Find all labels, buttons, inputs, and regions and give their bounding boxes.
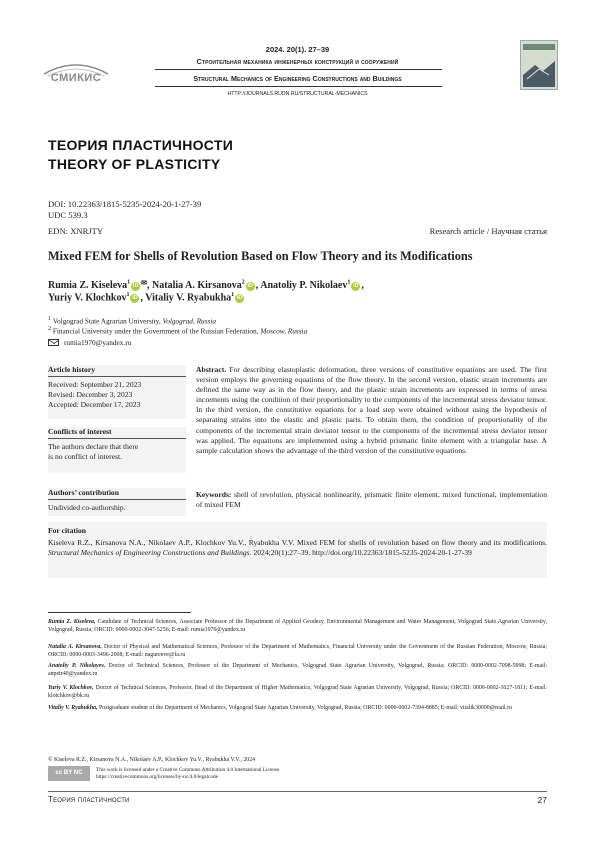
conflicts-text: is no conflict of interest. <box>48 452 123 461</box>
copyright: © Kiseleva R.Z., Kirsanova N.A., Nikolaev A.P., Klochkov Yu.V., Ryabukha V.V., 2024 <box>48 757 256 763</box>
author-name: Anatoliy P. Nikolaev <box>260 280 348 291</box>
logo-text: СМИКИС <box>50 72 102 84</box>
keywords-label: Keywords: <box>196 490 232 499</box>
article-type: Research article / Научная статья <box>429 226 547 236</box>
affiliation-2: $^2$ Financial University under the Government of the Russian Federation, Moscow, Russia <box>48 326 308 336</box>
footer-rule <box>48 791 547 792</box>
citation-text: Kiseleva R.Z., Kirsanova N.A., Nikolaev A.P., Klochkov Yu.V., Ryabukha V.V. Mixed FEM for shells of revolution based on flow theory and its modifications. Structural Mechanics of Engineering Constructions and Buildings. 2024;20(1):27–39. http://doi.org/10.22363/1815-5235-2024-20-1-27-39 <box>48 538 547 558</box>
footer-section: Теория пластичности <box>48 795 130 804</box>
journal-title-en: Structural Mechanics of Engineering Constructions and Buildings <box>193 74 402 83</box>
conflicts-box <box>48 427 186 473</box>
abstract-label: Abstract. <box>196 365 227 374</box>
journal-title-ru: Строительная механика инженерных конструкций и сооружений <box>196 57 399 66</box>
header-rule <box>155 69 442 70</box>
article-title: Mixed FEM for Shells of Revolution Based on Flow Theory and its Modifications <box>48 249 473 263</box>
doi[interactable]: DOI: 10.22363/1815-5235-2024-20-1-27-39 <box>48 199 202 209</box>
contribution-box <box>48 488 186 516</box>
mail-icon <box>48 339 59 346</box>
envelope-icon: ✉ <box>141 279 148 287</box>
accepted-date: Accepted: December 17, 2023 <box>48 400 141 409</box>
orcid-icon[interactable]: iD <box>236 295 243 302</box>
footnote-author-2: Natalia A. Kirsanova, Doctor of Physical and Mathematical Sciences, Professor of the Department of Mathematics, Financial University under the Government of the Russian Federation, Moscow, Russia; ORCID: 0000-0003-3496-2008; E-mail: nagureeve@fa.ru <box>48 644 547 659</box>
footnote-author-3: Anatoliy P. Nikolayev, Doctor of Technical Sciences, Professor of the Department of Mechanics, Volgograd State Agrarian University, Volgograd, Russia; ORCID: 0000-0002-7098-5998; E-mail: anpetr40@yandex.ru <box>48 663 548 678</box>
conflicts-text: The authors declare that there <box>48 442 139 451</box>
footnote-author-4: Yuriy V. Klochkov, Doctor of Technical Sciences, Professor, Head of the Department of Higher Mathematics, Volgograd State Agrarian University, Volgograd, Russia; ORCID: 0000-0002-1027-1811; E-mail: klotchkov@bk.ru <box>48 685 547 700</box>
contribution-heading: Authors’ contribution <box>48 488 186 500</box>
keywords <box>196 490 547 510</box>
author-name: Rumia Z. Kiseleva <box>48 280 128 291</box>
authors-line-2: Yuriy V. Klochkov$^1$iD , Vitaliy V. Ryabukha$^1$iD <box>48 292 243 304</box>
citation-journal: Structural Mechanics of Engineering Constructions and Buildings. <box>48 548 252 558</box>
edn: EDN: XNRJTY <box>48 226 104 236</box>
keywords-text: shell of revolution, physical nonlinearity, prismatic finite element, mixed functional, implementation of mixed FEM <box>196 490 547 510</box>
author-affiliation-sup: 1 <box>127 279 131 286</box>
article-history-box <box>48 365 186 419</box>
orcid-icon[interactable]: iD <box>132 283 139 289</box>
conflicts-heading: Conflicts of interest <box>48 427 186 439</box>
orcid-icon[interactable]: iD <box>247 283 254 289</box>
journal-cover-thumbnail <box>520 40 558 90</box>
abstract <box>196 365 547 456</box>
corresponding-email[interactable]: rumia1970@yandex.ru <box>64 338 132 347</box>
footnote-rule <box>48 612 191 613</box>
cc-license-badge[interactable]: cc BY NC <box>48 766 90 781</box>
footnote-author-1: Rumia Z. Kiseleva, Candidate of Technical Sciences, Associate Professor of the Department of Applied Geodesy, Environmental Management and Water Management, Volgograd State Agrarian University, Volgograd, Russia; ORCID: 0000-0002-3047-5256; E-mail: rumia1970@yandex.ru <box>48 619 547 634</box>
revised-date: Revised: December 3, 2023 <box>48 390 133 399</box>
citation-heading: For citation <box>48 526 87 535</box>
author-affiliation-sup: 1 <box>347 279 351 286</box>
article-history-heading: Article history <box>48 365 186 377</box>
section-title-en: THEORY OF PLASTICITY <box>48 156 221 172</box>
footnote-author-5: Vitaliy V. Ryabukha, Postgraduate student of the Department of Mechanics, Volgograd State Agrarian University, Volgograd, Russia; ORCID: 0000-0002-7394-8885; E-mail: vitalik30090@mail.ru <box>48 705 512 711</box>
orcid-icon[interactable]: iD <box>353 283 359 289</box>
udc: UDC 539.3 <box>48 210 88 220</box>
section-title-ru: ТЕОРИЯ ПЛАСТИЧНОСТИ <box>48 137 234 153</box>
page-number: 27 <box>537 795 547 805</box>
license-url[interactable]: https://creativecommons.org/licenses/by-nc/4.0/legalcode <box>96 774 218 780</box>
received-date: Received: September 21, 2023 <box>48 380 142 389</box>
license-text: This work is licensed under a Creative Commons Attribution 4.0 International License https://creativecommons.org/licenses/by-nc/4.0/legalcode <box>96 767 280 780</box>
author-name: Natalia A. Kirsanova <box>152 280 242 291</box>
author-affiliation-sup: 1 <box>231 292 235 298</box>
author-affiliation-sup: 2 <box>241 279 245 286</box>
orcid-icon[interactable]: iD <box>132 295 138 302</box>
abstract-text: For describing elastoplastic deformation, three versions of constitutive equations are used. The first version employs the governing equations of the flow theory. In the second version, elastic strain increments are defined the same way as in the flow theory, and the plastic strain increments are expressed in terms of stress increments using the condition of their proportionality to the components of the incremental stress deviator tensor. In the third version, the constitutive equations for a load step were obtained without using the hypothesis of separating strains into the elastic and plastic parts. To obtain them, the condition of proportionality of the components of the incremental strain deviator tensor to the components of the incremental stress deviator tensor was applied. The equations are implemented using a hybrid prismatic finite element with a triangular base. A sample calculation shows the advantage of the third version of the constitutive equations. <box>196 365 547 455</box>
issue-info: 2024. 20(1). 27–39 <box>265 45 330 54</box>
contribution-text: Undivided co-authorship. <box>48 503 126 512</box>
affiliation-1: $^1$ Volgograd State Agrarian University, Volgograd, Russia <box>48 316 217 326</box>
authors-line-1: Rumia Z. Kiseleva$^1$iD ✉, Natalia A. Kirsanova$^2$iD , Anatoliy P. Nikolaev$^1$iD , <box>48 279 364 291</box>
journal-url[interactable]: HTTP://JOURNALS.RUDN.RU/STRUCTURAL-MECHANICS <box>227 91 368 97</box>
author-affiliation-sup: 1 <box>126 292 130 298</box>
header-rule <box>155 86 442 87</box>
author-name: Yuriy V. Klochkov <box>48 292 127 304</box>
author-name: Vitaliy V. Ryabukha <box>145 292 232 304</box>
